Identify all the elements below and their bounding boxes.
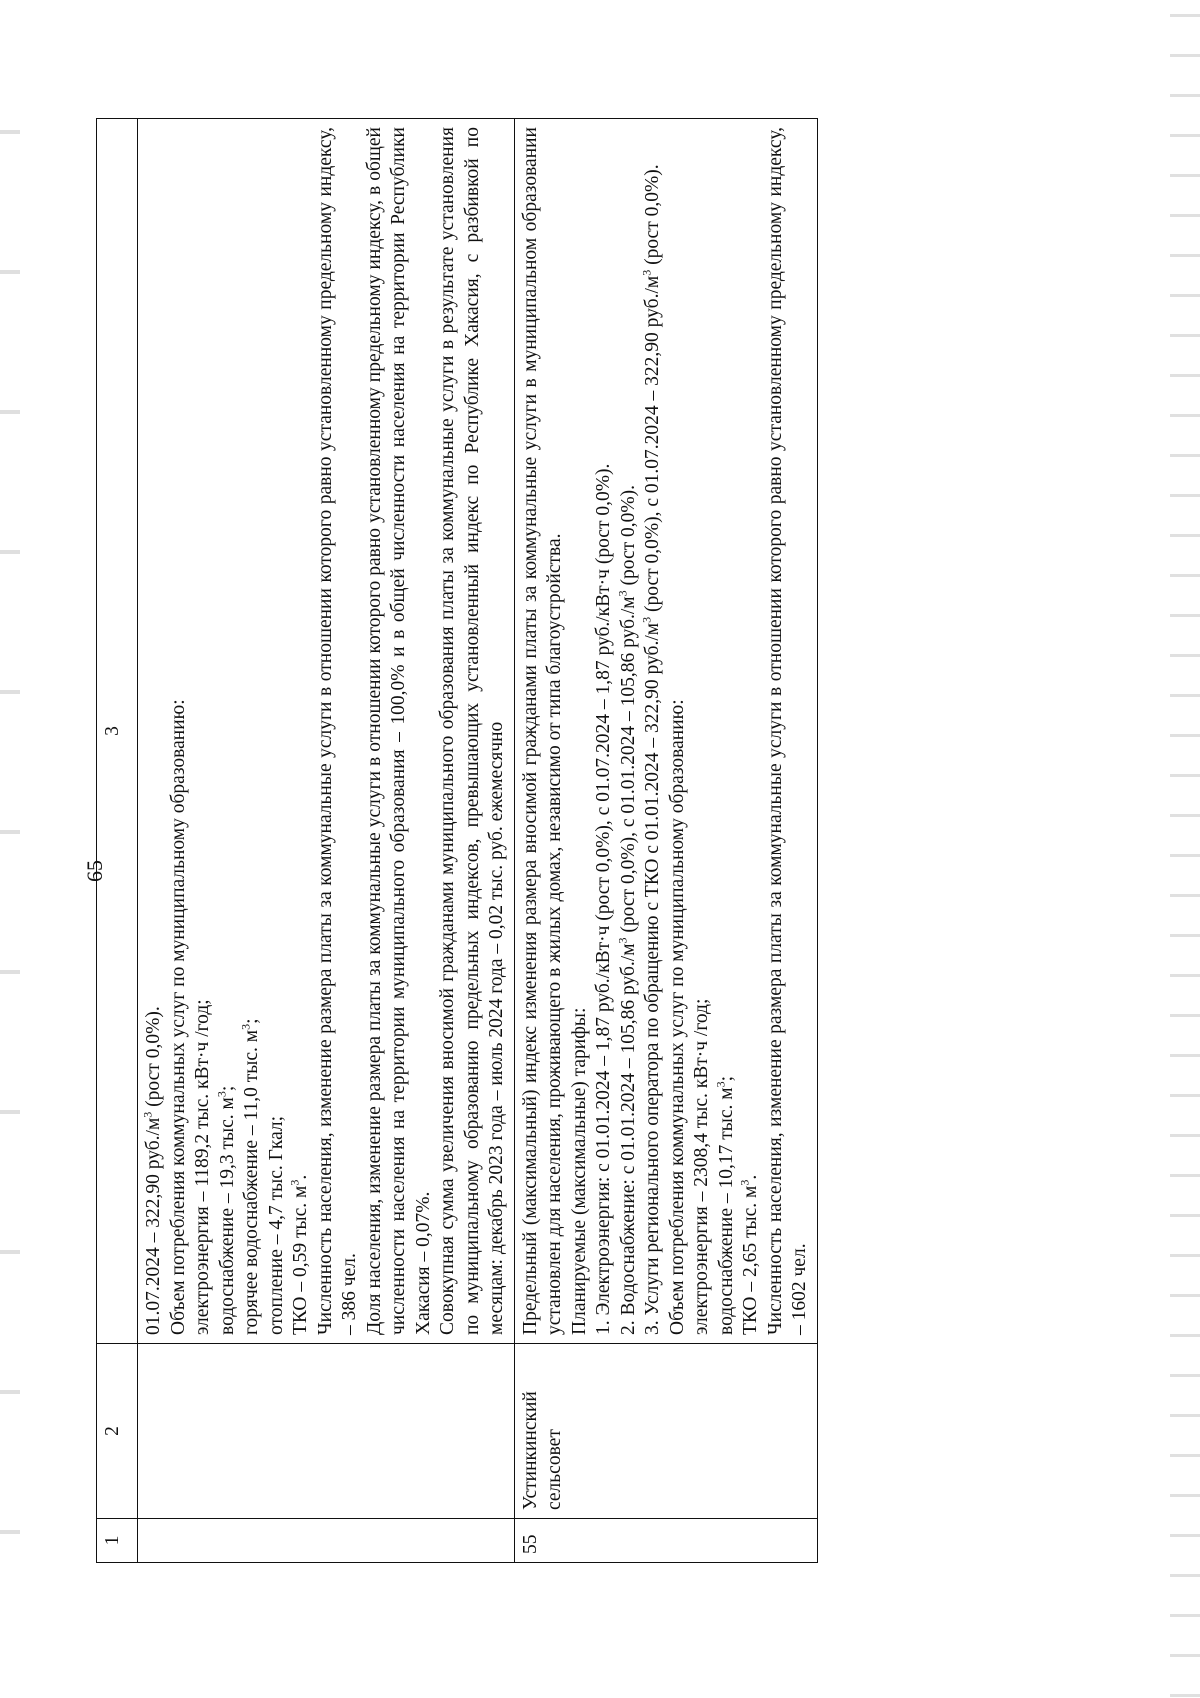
text-line xyxy=(240,127,265,1335)
text-span: 01.07.2024 – 322,90 руб./м xyxy=(143,1117,164,1335)
row-content-cell xyxy=(514,119,817,1344)
table-header-row xyxy=(97,119,138,1563)
text-line xyxy=(592,127,617,1335)
text-line xyxy=(142,127,167,1335)
row-number-cell xyxy=(138,1519,515,1563)
row-number-cell: 55 xyxy=(514,1519,817,1563)
text-span: 3. Услуги регионального оператора по обращению с ТКО с 01.01.2024 – 322,90 руб./м xyxy=(642,622,663,1335)
text-span: (рост 0,0%), с 01.01.2024 – 105,86 руб./м xyxy=(617,596,639,938)
row-content-cell xyxy=(138,119,515,1344)
text-line xyxy=(265,127,290,1335)
text-span: электроэнергия – 2308,4 тыс. кВт·ч /год; xyxy=(691,998,712,1335)
text-span: ТКО – 2,65 тыс. м xyxy=(740,1185,761,1335)
superscript: 3 xyxy=(615,937,629,944)
text-span: Совокупная сумма увеличения вносимой гражданами муниципального образования платы за коммунальные услуги в результате установления по муниципальному образованию предельных индексов, превышающих установленный индекс по Республике Хакасия, с разбивкой по месяцам: декабрь 2023 года – июль 2024 года – 0,02 тыс. руб. ежемесячно xyxy=(437,127,507,1335)
text-span: . xyxy=(740,1174,761,1180)
tariff-table xyxy=(96,118,818,1563)
text-line xyxy=(764,127,813,1335)
superscript: 3 xyxy=(639,616,654,623)
text-line xyxy=(167,127,192,1335)
text-span: ; xyxy=(216,1085,238,1092)
text-span: 2. Водоснабжение: с 01.01.2024 – 105,86 руб./м xyxy=(617,943,639,1335)
text-span: Объем потребления коммунальных услуг по муниципальному образованию: xyxy=(167,699,189,1335)
text-span: электроэнергия – 1189,2 тыс. кВт·ч /год; xyxy=(192,999,213,1335)
text-span: . xyxy=(290,1174,311,1180)
superscript: 3 xyxy=(615,590,629,597)
header-cell-2: 2 xyxy=(97,1344,138,1519)
text-span: Численность населения, изменение размера платы за коммунальные услуги в отношении которого равно установленному предельному индексу, – 1602 чел. xyxy=(764,127,810,1335)
text-span: водоснабжение – 10,17 тыс. м xyxy=(715,1087,737,1335)
text-line xyxy=(191,127,216,1335)
text-span: (рост 0,0%). xyxy=(617,484,639,591)
text-span: (рост 0,0%). xyxy=(143,1006,164,1112)
text-span: (рост 0,0%). xyxy=(642,164,663,270)
text-line xyxy=(666,127,691,1335)
header-cell-3: 3 xyxy=(97,119,138,1344)
row-name-cell xyxy=(138,1344,515,1519)
text-span: Объем потребления коммунальных услуг по муниципальному образованию: xyxy=(666,699,688,1335)
header-cell-1: 1 xyxy=(97,1519,138,1563)
text-span: ТКО – 0,59 тыс. м xyxy=(290,1185,311,1335)
text-span: Доля населения, изменение размера платы за коммунальные услуги в отношении которого равно установленному предельному индексу, в общей численности населения на территории муниципального образования – 100,0% и в общей численности населения на территории Республики Хакасия – 0,07%. xyxy=(363,127,434,1335)
table-row-continuation xyxy=(138,119,515,1563)
text-span: ; xyxy=(715,1075,737,1082)
text-span: 1. Электроэнергия: с 01.01.2024 – 1,87 руб./кВт·ч (рост 0,0%), с 01.07.2024 – 1,87 руб./кВт·ч (рост 0,0%). xyxy=(593,463,614,1335)
page-number: 65 xyxy=(82,860,107,882)
text-line xyxy=(690,127,715,1335)
text-line xyxy=(436,127,510,1335)
text-line xyxy=(715,127,740,1335)
text-span: Численность населения, изменение размера платы за коммунальные услуги в отношении которого равно установленному предельному индексу, – 386 чел. xyxy=(314,127,360,1335)
superscript: 3 xyxy=(140,1111,155,1118)
superscript: 3 xyxy=(639,269,654,276)
text-line xyxy=(568,127,593,1335)
text-line xyxy=(617,127,642,1335)
text-line xyxy=(519,127,568,1335)
text-span: Планируемые (максимальные) тарифы: xyxy=(568,1007,590,1335)
text-line xyxy=(739,127,764,1335)
text-line xyxy=(363,127,437,1335)
text-span: Предельный (максимальный) индекс изменения размера вносимой гражданами платы за коммунальные услуги в муниципальном образовании установлен для населения, проживающего в жилых домах, независимо от типа благоустройства. xyxy=(519,127,565,1335)
superscript: 3 xyxy=(713,1081,727,1088)
text-line xyxy=(216,127,241,1335)
text-span: водоснабжение – 19,3 тыс. м xyxy=(216,1097,238,1335)
superscript: 3 xyxy=(287,1179,302,1186)
text-span: отопление – 4,7 тыс. Гкал; xyxy=(265,1115,287,1335)
text-line xyxy=(289,127,314,1335)
text-span: (рост 0,0%), с 01.07.2024 – 322,90 руб./м xyxy=(642,275,663,617)
table-row-55 xyxy=(514,119,817,1563)
text-line xyxy=(641,127,666,1335)
text-span: горячее водоснабжение – 11,0 тыс. м xyxy=(241,1029,262,1335)
superscript: 3 xyxy=(737,1179,752,1186)
row-name-cell: Устинкинский сельсовет xyxy=(514,1344,817,1519)
text-span: ; xyxy=(241,1018,262,1024)
text-line xyxy=(314,127,363,1335)
superscript: 3 xyxy=(214,1091,228,1098)
superscript: 3 xyxy=(238,1023,253,1030)
